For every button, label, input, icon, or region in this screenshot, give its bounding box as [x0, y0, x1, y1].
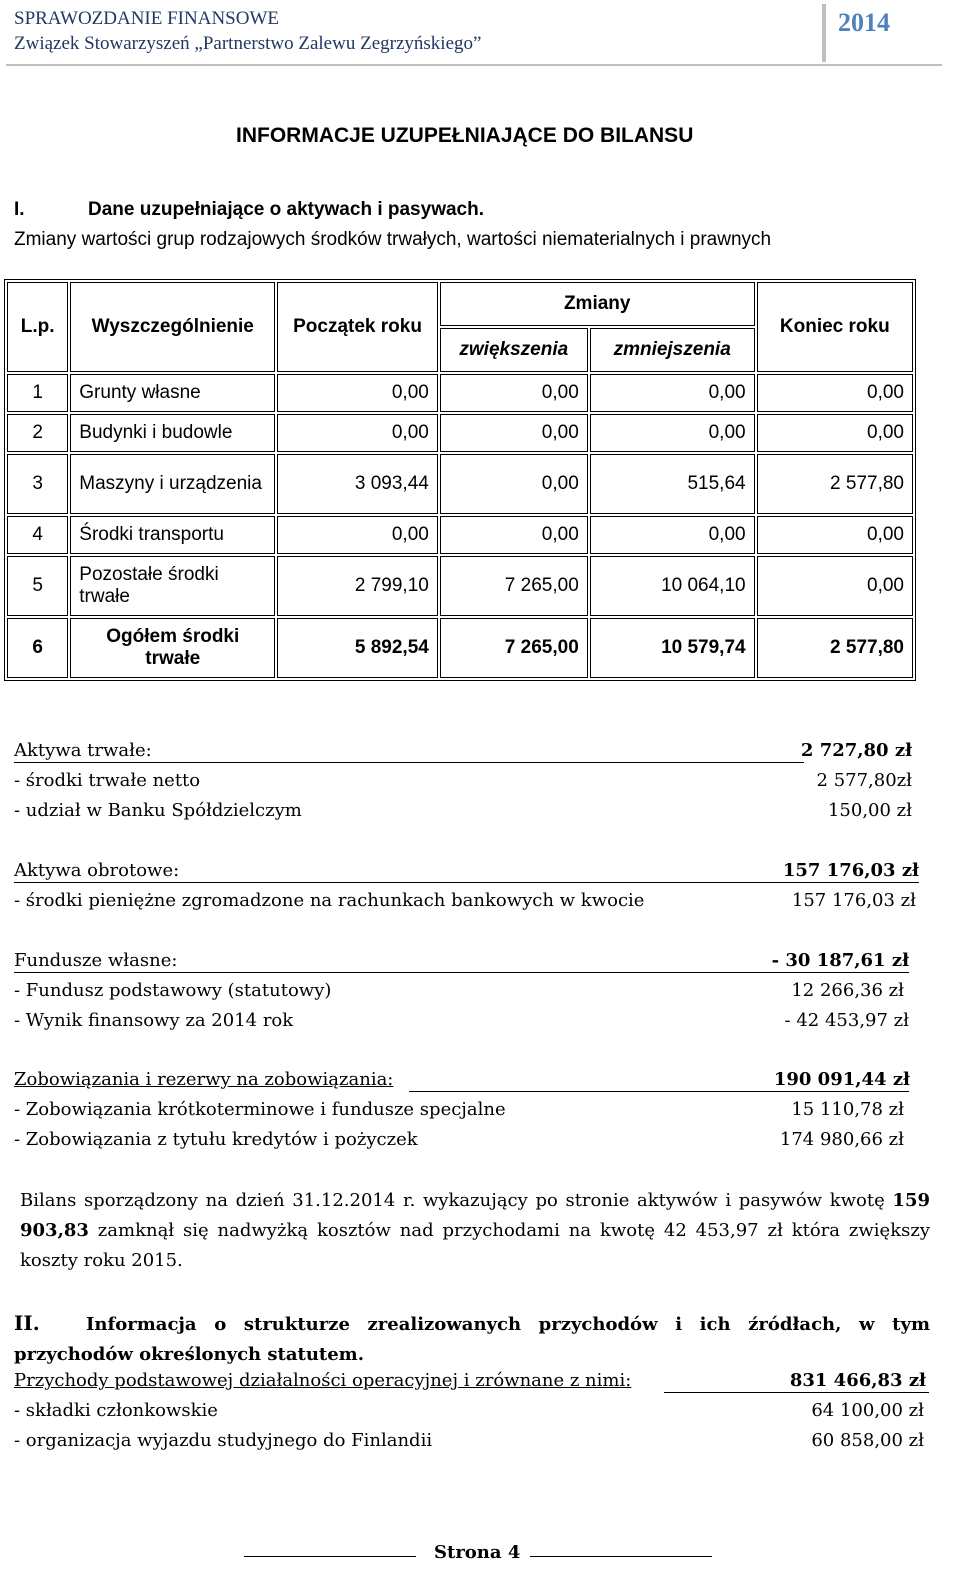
list-item: [14, 890, 914, 916]
item-value: 64 100,00 zł: [811, 1400, 924, 1421]
row-decrease: 0,00: [590, 414, 755, 452]
liabilities-label: Zobowiązania i rezerwy na zobowiązania:: [14, 1069, 394, 1090]
row-end: 0,00: [757, 374, 913, 412]
row-name: Budynki i budowle: [70, 414, 275, 452]
row-name: Środki transportu: [70, 516, 275, 554]
liabilities-value: 190 091,44 zł: [773, 1069, 910, 1090]
item-value: 60 858,00 zł: [811, 1430, 924, 1451]
report-title: SPRAWOZDANIE FINANSOWE: [14, 8, 279, 29]
row-end: 0,00: [757, 556, 913, 616]
item-value: 15 110,78 zł: [791, 1099, 904, 1120]
row-start: 2 799,10: [277, 556, 438, 616]
section-2-title: Informacja o strukturze zrealizowanych przychodów i ich źródłach, w tym przychodów określonych statutem.: [14, 1314, 930, 1365]
row-lp: 3: [7, 454, 68, 514]
table-row: [7, 414, 913, 452]
row-increase: 7 265,00: [440, 618, 588, 678]
revenue-label: Przychody podstawowej działalności operacyjnej i zrównane z nimi:: [14, 1370, 632, 1391]
list-item: [14, 1010, 914, 1036]
row-decrease: 10 064,10: [590, 556, 755, 616]
row-name: Maszyny i urządzenia: [70, 454, 275, 514]
row-start: 0,00: [277, 414, 438, 452]
item-label: - udział w Banku Spółdzielczym: [14, 800, 302, 821]
row-name: Pozostałe środki trwałe: [70, 556, 275, 616]
liabilities-heading: [14, 1069, 914, 1095]
row-start: 3 093,44: [277, 454, 438, 514]
current-assets-heading: [14, 860, 919, 886]
item-label: - organizacja wyjazdu studyjnego do Finlandii: [14, 1430, 433, 1451]
section-1-heading: [14, 199, 484, 221]
row-lp: 2: [7, 414, 68, 452]
item-label: - Wynik finansowy za 2014 rok: [14, 1010, 294, 1031]
header-increase: zwiększenia: [440, 328, 588, 372]
row-end: 0,00: [757, 414, 913, 452]
row-start: 5 892,54: [277, 618, 438, 678]
item-value: 157 176,03 zł: [791, 890, 916, 911]
row-start: 0,00: [277, 516, 438, 554]
table-row: [7, 556, 913, 616]
equity-heading: [14, 950, 914, 976]
section-2-heading: [14, 1308, 930, 1370]
summary-text-2: zamknął się nadwyżką kosztów nad przychodami na kwotę 42 453,97 zł która zwiększy koszty roku 2015.: [20, 1220, 930, 1271]
balance-summary: [20, 1186, 930, 1276]
summary-amount: 159 903,83: [20, 1190, 930, 1241]
fixed-assets-value: 2 727,80 zł: [800, 740, 912, 761]
fixed-assets-table: [4, 279, 916, 681]
equity-label: Fundusze własne:: [14, 950, 178, 971]
list-item: [14, 980, 914, 1006]
row-increase: 0,00: [440, 454, 588, 514]
row-end: 2 577,80: [757, 618, 913, 678]
row-name: Ogółem środki trwałe: [70, 618, 275, 678]
header-rule: [6, 64, 942, 66]
row-lp: 6: [7, 618, 68, 678]
item-label: - środki trwałe netto: [14, 770, 201, 791]
current-assets-label: Aktywa obrotowe:: [14, 860, 180, 881]
item-value: - 42 453,97 zł: [784, 1010, 909, 1031]
row-lp: 4: [7, 516, 68, 554]
section-1-number: I.: [14, 199, 25, 220]
item-value: 12 266,36 zł: [791, 980, 904, 1001]
table-row: [7, 374, 913, 412]
organization-name: Związek Stowarzyszeń „Partnerstwo Zalewu Zegrzyńskiego”: [14, 33, 482, 54]
current-assets-value: 157 176,03 zł: [782, 860, 919, 881]
item-label: - składki członkowskie: [14, 1400, 218, 1421]
header-end-of-year: Koniec roku: [757, 282, 913, 372]
list-item: [14, 1430, 924, 1456]
row-increase: 0,00: [440, 516, 588, 554]
row-increase: 0,00: [440, 374, 588, 412]
table-row: [7, 454, 913, 514]
fixed-assets-label: Aktywa trwałe:: [14, 740, 152, 761]
list-item: [14, 1400, 924, 1426]
row-end: 0,00: [757, 516, 913, 554]
item-value: 174 980,66 zł: [779, 1129, 904, 1150]
header-decrease: zmniejszenia: [590, 328, 755, 372]
item-value: 2 577,80zł: [816, 770, 912, 791]
list-item: [14, 800, 914, 826]
list-item: [14, 770, 914, 796]
page-title: INFORMACJE UZUPEŁNIAJĄCE DO BILANSU: [236, 124, 694, 147]
report-year: 2014: [838, 8, 890, 37]
list-item: [14, 1129, 914, 1155]
row-increase: 0,00: [440, 414, 588, 452]
section-1-subtitle: Zmiany wartości grup rodzajowych środków trwałych, wartości niematerialnych i prawnych: [14, 229, 772, 250]
header-lp: L.p.: [7, 282, 68, 372]
list-item: [14, 1099, 914, 1125]
row-start: 0,00: [277, 374, 438, 412]
row-lp: 5: [7, 556, 68, 616]
footer-rule-left: [244, 1556, 416, 1557]
equity-value: - 30 187,61 zł: [771, 950, 909, 971]
revenue-heading: [14, 1370, 926, 1396]
header-divider: [822, 4, 826, 62]
header-changes: Zmiany: [440, 282, 755, 326]
row-decrease: 0,00: [590, 516, 755, 554]
header-description: Wyszczególnienie: [70, 282, 275, 372]
revenue-value: 831 466,83 zł: [789, 1370, 926, 1391]
item-value: 150,00 zł: [827, 800, 912, 821]
section-1-title: Dane uzupełniające o aktywach i pasywach.: [88, 199, 484, 220]
page-number: Strona 4: [430, 1542, 524, 1563]
section-2-number: II.: [14, 1311, 40, 1335]
fixed-assets-heading: [14, 740, 914, 766]
table-row: [7, 516, 913, 554]
row-decrease: 515,64: [590, 454, 755, 514]
row-increase: 7 265,00: [440, 556, 588, 616]
row-name: Grunty własne: [70, 374, 275, 412]
summary-text-1: Bilans sporządzony na dzień 31.12.2014 r. wykazujący po stronie aktywów i pasywów kwotę: [20, 1190, 885, 1211]
footer-rule-right: [530, 1556, 712, 1557]
row-end: 2 577,80: [757, 454, 913, 514]
row-decrease: 10 579,74: [590, 618, 755, 678]
row-decrease: 0,00: [590, 374, 755, 412]
item-label: - Zobowiązania z tytułu kredytów i pożyczek: [14, 1129, 418, 1150]
item-label: - Zobowiązania krótkoterminowe i fundusze specjalne: [14, 1099, 506, 1120]
item-label: - środki pieniężne zgromadzone na rachunkach bankowych w kwocie: [14, 890, 645, 911]
table-total-row: [7, 618, 913, 678]
row-lp: 1: [7, 374, 68, 412]
header-start-of-year: Początek roku: [277, 282, 438, 372]
item-label: - Fundusz podstawowy (statutowy): [14, 980, 332, 1001]
